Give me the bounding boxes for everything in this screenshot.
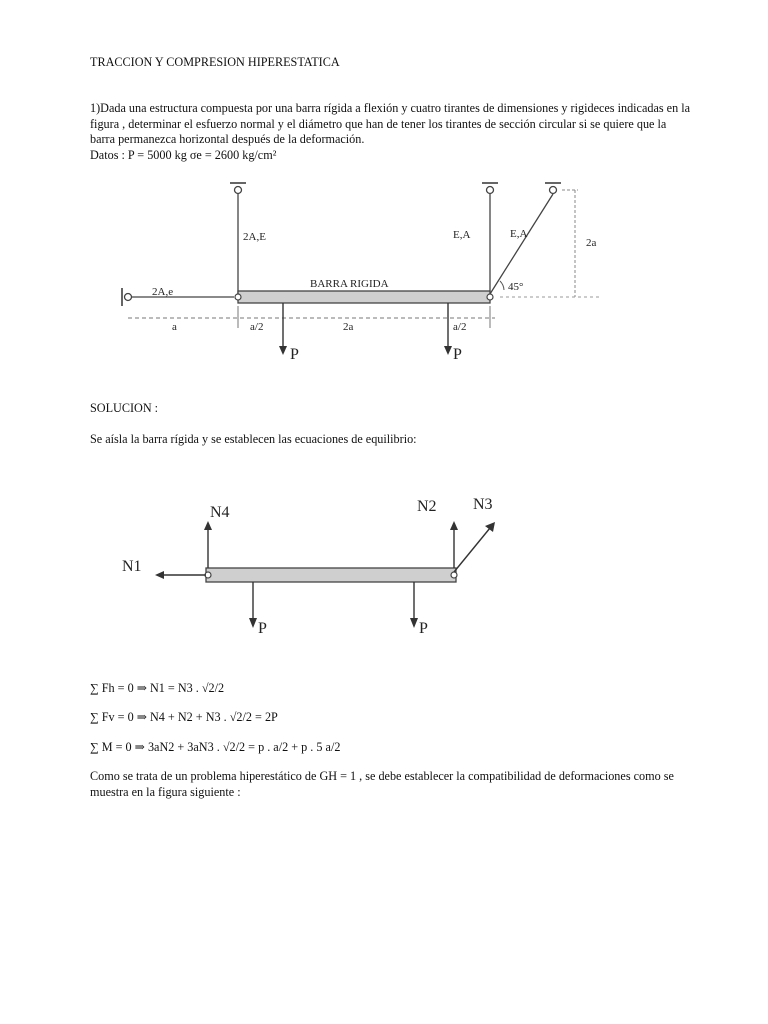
tie-inclined [490,194,553,294]
load-arrow-right [444,303,452,355]
solution-heading: SOLUCION : [90,401,159,415]
support-left-wall [122,288,132,306]
label-n4: N4 [210,504,230,521]
solution-intro: Se aísla la barra rígida y se establecen las ecuaciones de equilibrio: [90,432,417,446]
force-n1-arrow [155,571,206,579]
page-title: TRACCION Y COMPRESION HIPERESTATICA [90,55,340,69]
force-n3-arrow [454,522,495,572]
label-height: 2a [586,237,597,249]
label-dim-a2-left: a/2 [250,321,264,333]
compatibility-text: Como se trata de un problema hiperestático de GH = 1 , se debe establecer la compatibilidad de deformaciones como se muestra en la figura siguiente : [90,769,674,799]
label-load-right: P [453,346,462,363]
force-n4-arrow [204,521,212,568]
label-load-left: P [290,346,299,363]
force-n2-arrow [450,521,458,568]
label-load-right: P [419,620,428,637]
label-angle: 45° [508,281,524,293]
equation-fh: ∑ Fh = 0 ⇒ N1 = N3 . √2/2 [90,681,225,695]
label-vertical-left-tie: 2A,E [243,231,266,243]
structure-diagram [100,178,620,378]
label-left-tie: 2A,e [152,286,174,298]
label-inclined-tie: E,A [510,228,528,240]
rigid-bar [238,291,490,303]
free-body-diagram [110,492,530,652]
datos-line: Datos : P = 5000 kg σe = 2600 kg/cm² [90,148,277,162]
label-dim-a2-right: a/2 [453,321,467,333]
label-load-left: P [258,620,267,637]
label-n3: N3 [473,496,493,513]
isolated-bar [206,568,456,582]
support-inclined-top [545,183,561,194]
label-dim-a: a [172,321,177,333]
equation-fv: ∑ Fv = 0 ⇒ N4 + N2 + N3 . √2/2 = 2P [90,710,278,724]
load-arrow-left [279,303,287,355]
label-n2: N2 [417,498,437,515]
label-vertical-right-tie: E,A [453,229,471,241]
problem-statement: 1)Dada una estructura compuesta por una barra rígida a flexión y cuatro tirantes de dimensiones y rigideces indicadas en la figura , determinar el esfuerzo normal y el diámetro que han de tener los tirantes de sección circular si se quiere que la barra permanezca horizontal después de la deformación. [90,101,691,146]
load-arrow-left [249,582,257,628]
label-bar: BARRA RIGIDA [310,278,389,290]
support-left-top [230,183,246,194]
label-n1: N1 [122,558,142,575]
label-dim-2a: 2a [343,321,354,333]
load-arrow-right [410,582,418,628]
support-right-top [482,183,498,194]
equation-m: ∑ M = 0 ⇒ 3aN2 + 3aN3 . √2/2 = p . a/2 + p . 5 a/2 [90,740,341,754]
